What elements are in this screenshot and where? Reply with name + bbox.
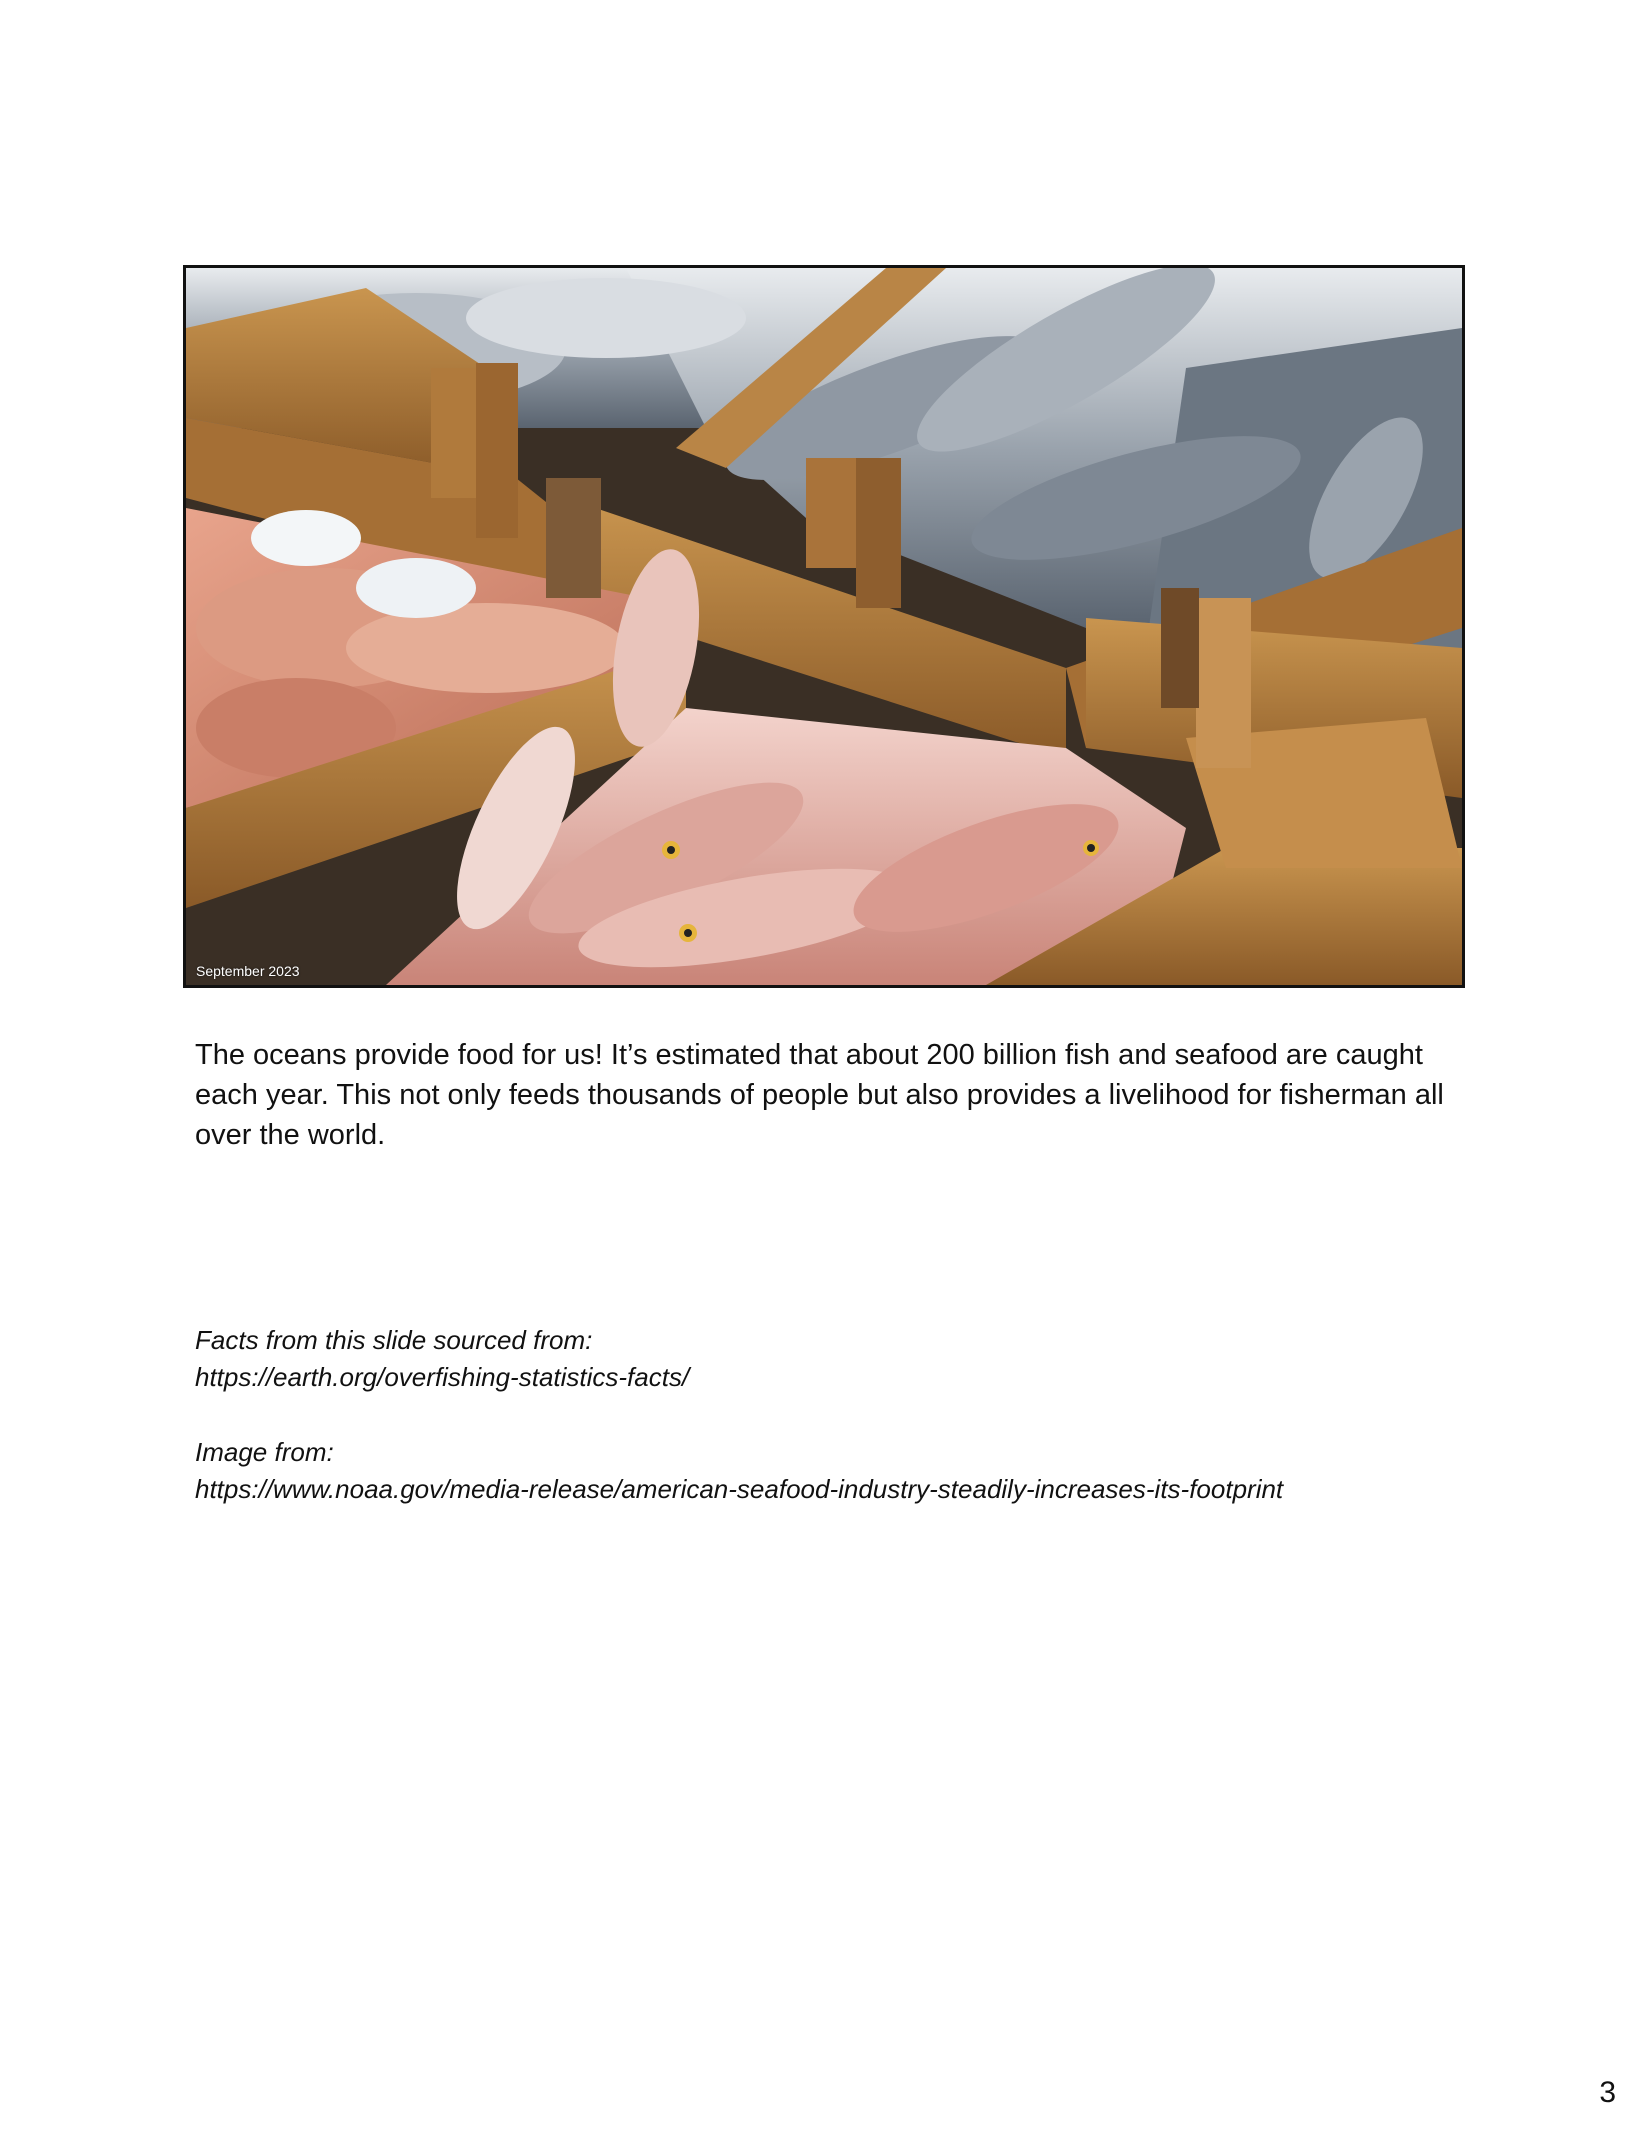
body-paragraph: The oceans provide food for us! It’s estimated that about 200 billion fish and seafood are caught each year. This not only feeds thousands of people but also provides a livelihood for fisherman all over the world. — [195, 1039, 1444, 1151]
facts-source-url[interactable]: https://earth.org/overfishing-statistics-facts/ — [195, 1362, 690, 1392]
page-number: 3 — [1599, 2076, 1616, 2109]
facts-source — [195, 1322, 1495, 1396]
date-caption: September 2023 — [196, 963, 300, 979]
image-source-url[interactable]: https://www.noaa.gov/media-release/american-seafood-industry-steadily-increases-its-footprint — [195, 1474, 1284, 1504]
image-source-label: Image from: — [195, 1437, 334, 1467]
image-source — [195, 1434, 1495, 1508]
facts-source-label: Facts from this slide sourced from: — [195, 1325, 593, 1355]
fish-market-photo — [183, 265, 1465, 988]
fish-market-photo-graphic — [186, 268, 1462, 985]
